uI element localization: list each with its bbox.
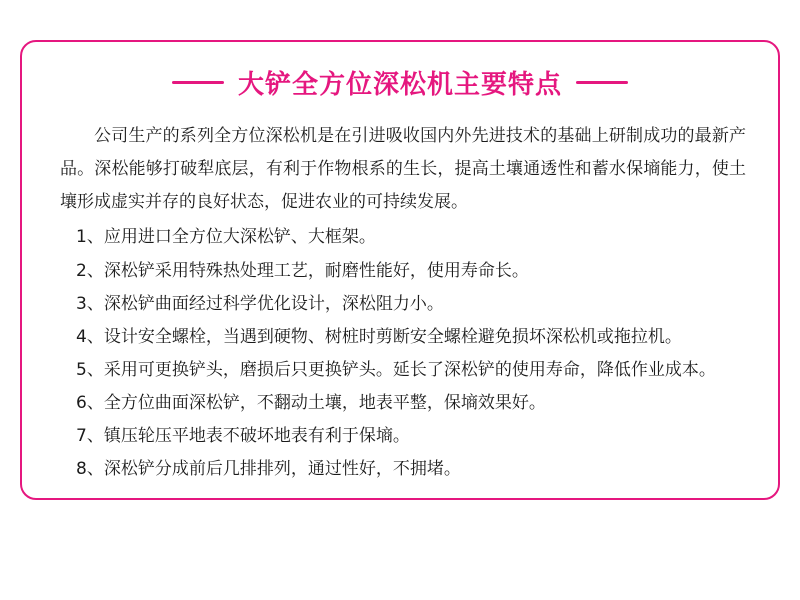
list-item: 4、设计安全螺栓，当遇到硬物、树桩时剪断安全螺栓避免损坏深松机或拖拉机。 (76, 326, 682, 347)
list-item: 3、深松铲曲面经过科学优化设计，深松阻力小。 (76, 293, 444, 314)
list-item: 1、应用进口全方位大深松铲、大框架。 (76, 227, 376, 248)
list-item: 5、采用可更换铲头，磨损后只更换铲头。延长了深松铲的使用寿命，降低作业成本。 (76, 359, 716, 380)
feature-list (60, 221, 746, 486)
list-item: 2、深松铲采用特殊热处理工艺，耐磨性能好，使用寿命长。 (76, 260, 529, 281)
list-item: 8、深松铲分成前后几排排列，通过性好，不拥堵。 (76, 459, 461, 480)
page-title: 大铲全方位深松机主要特点 (237, 70, 562, 100)
document-body (60, 120, 746, 487)
title-rule-left (172, 81, 224, 84)
title-row (22, 64, 778, 101)
title-rule-right (576, 81, 628, 84)
feature-card (20, 40, 780, 500)
list-item: 7、镇压轮压平地表不破坏地表有利于保墒。 (76, 426, 410, 447)
intro-paragraph: 公司生产的系列全方位深松机是在引进吸收国内外先进技术的基础上研制成功的最新产品。深松能够打破犁底层，有利于作物根系的生长，提高土壤通透性和蓄水保墒能力，使土壤形成虚实并存的良好状态，促进农业的可持续发展。 (60, 126, 746, 213)
list-item: 6、全方位曲面深松铲，不翻动土壤，地表平整，保墒效果好。 (76, 393, 546, 414)
